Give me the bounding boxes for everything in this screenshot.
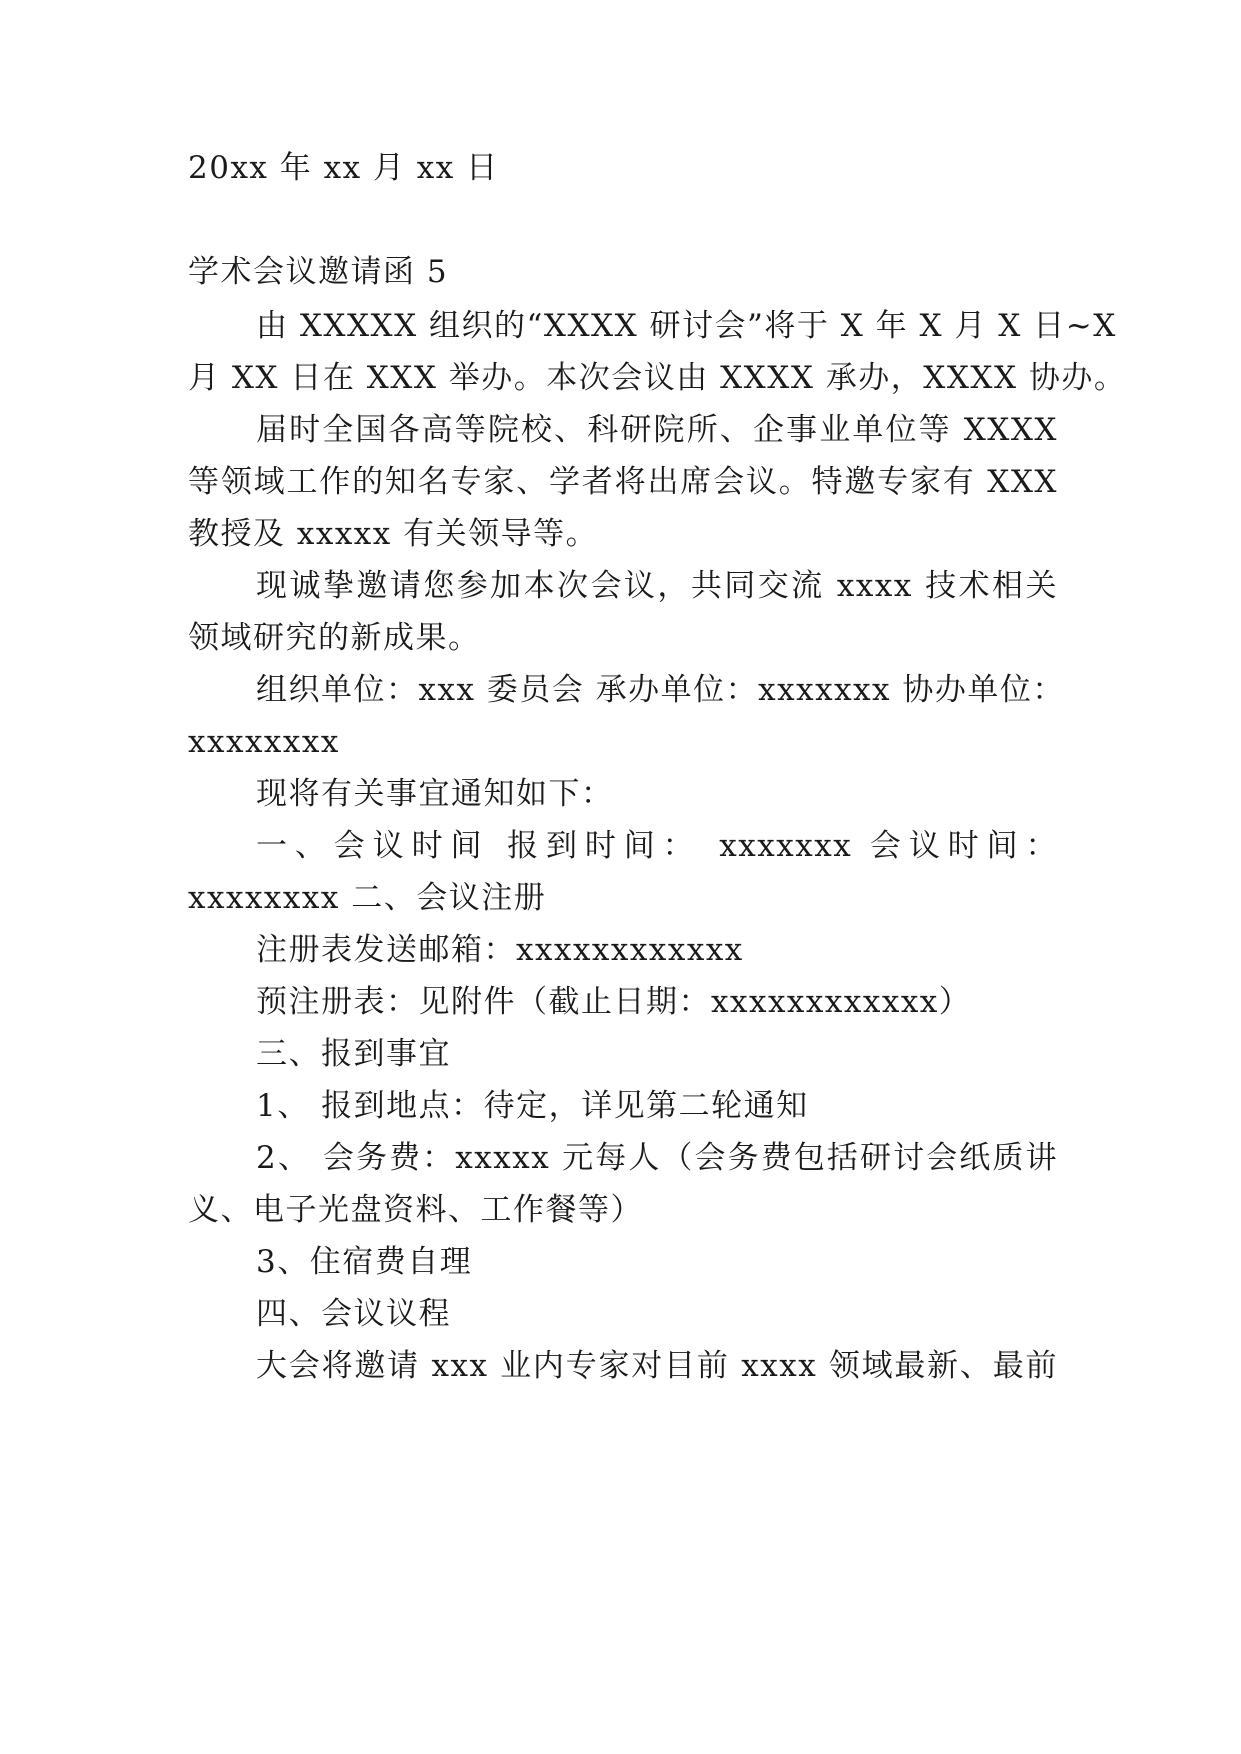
- list-item: 1、 报到地点：待定，详见第二轮通知: [256, 1088, 809, 1124]
- paragraph-line: 现诚挚邀请您参加本次会议，共同交流 xxxx 技术相关: [256, 568, 1058, 604]
- paragraph-line: 等领域工作的知名专家、学者将出席会议。特邀专家有 XXX: [188, 464, 1058, 500]
- paragraph-line: 由 XXXXX 组织的“XXXX 研讨会”将于 X 年 X 月 X 日~X: [256, 308, 1117, 344]
- paragraph-line: 注册表发送邮箱：xxxxxxxxxxxx: [256, 932, 744, 968]
- paragraph-line: 月 XX 日在 XXX 举办。本次会议由 XXXX 承办，XXXX 协办。: [188, 360, 1127, 396]
- paragraph-line: xxxxxxxx: [188, 724, 340, 760]
- paragraph-line: xxxxxxxx 二、会议注册: [188, 880, 547, 916]
- document-title: 学术会议邀请函 5: [188, 254, 449, 290]
- paragraph-line: 大会将邀请 xxx 业内专家对目前 xxxx 领域最新、最前: [256, 1348, 1058, 1384]
- list-item-continued: 义、电子光盘资料、工作餐等）: [188, 1192, 643, 1228]
- paragraph-line: 组织单位：xxx 委员会 承办单位：xxxxxxx 协办单位：: [256, 672, 1065, 708]
- paragraph-line: 预注册表：见附件（截止日期：xxxxxxxxxxxx）: [256, 984, 972, 1020]
- paragraph-line: 教授及 xxxxx 有关领导等。: [188, 516, 599, 552]
- document-date: 20xx 年 xx 月 xx 日: [188, 150, 499, 186]
- section-heading: 四、会议议程: [256, 1296, 451, 1332]
- paragraph-line: 届时全国各高等院校、科研院所、企事业单位等 XXXX: [256, 412, 1058, 448]
- paragraph-line: 一、会议时间 报到时间： xxxxxxx 会议时间：: [256, 828, 1058, 864]
- paragraph-line: 领域研究的新成果。: [188, 620, 481, 656]
- paragraph-line: 现将有关事宜通知如下：: [256, 776, 614, 812]
- section-heading: 三、报到事宜: [256, 1036, 451, 1072]
- list-item: 2、 会务费：xxxxx 元每人（会务费包括研讨会纸质讲: [256, 1140, 1058, 1176]
- list-item: 3、住宿费自理: [256, 1244, 473, 1280]
